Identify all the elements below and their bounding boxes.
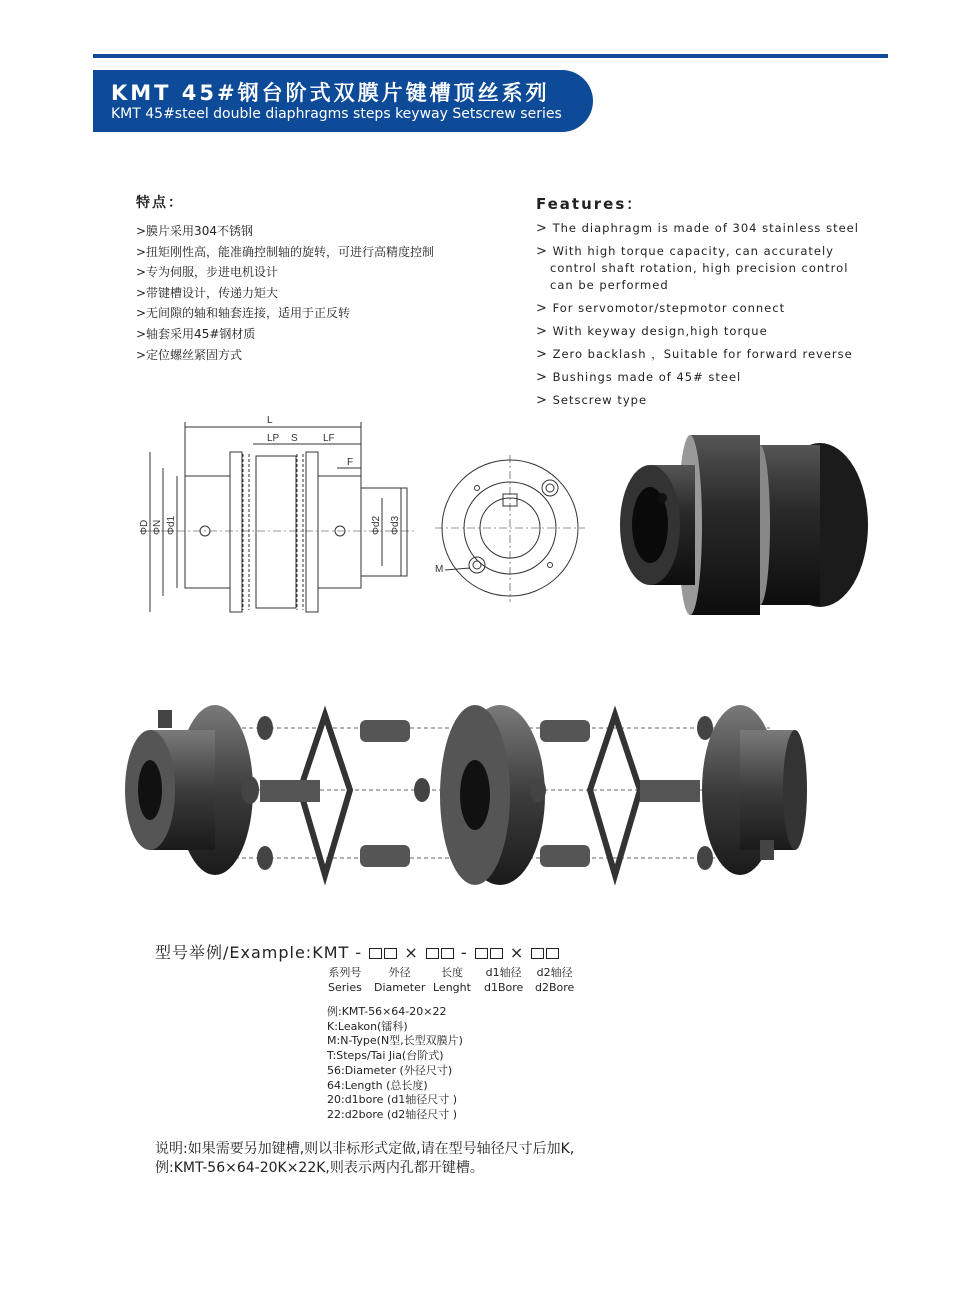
label-length: 长度 Lenght bbox=[433, 966, 471, 994]
svg-text:L: L bbox=[267, 415, 273, 426]
example-line: 例:KMT-56×64-20×22 bbox=[327, 1005, 447, 1018]
feature-en-item: > For servomotor/stepmotor connect bbox=[536, 301, 786, 316]
example-line: K:Leakon(镭科) bbox=[327, 1019, 408, 1033]
feature-cn-item: >无间隙的轴和轴套连接，适用于正反转 bbox=[136, 306, 351, 321]
feature-cn-item: >轴套采用45#钢材质 bbox=[136, 326, 256, 341]
feature-cn-item: >扭矩刚性高，能准确控制轴的旋转，可进行高精度控制 bbox=[136, 244, 435, 259]
svg-text:ΦN: ΦN bbox=[152, 519, 163, 535]
feature-en-item: > Bushings made of 45# steel bbox=[536, 370, 742, 385]
coupling-photo bbox=[610, 420, 880, 630]
feature-en-item: > With keyway design,high torque bbox=[536, 324, 768, 339]
svg-text:Φd2: Φd2 bbox=[371, 515, 382, 535]
example-line: 20:d1bore (d1轴径尺寸 ) bbox=[327, 1093, 458, 1107]
label-d2bore: d2轴径 d2Bore bbox=[535, 966, 575, 994]
svg-text:ΦD: ΦD bbox=[139, 519, 150, 535]
title-banner bbox=[93, 70, 593, 132]
title-cn: KMT 45#钢台阶式双膜片键槽顶丝系列 bbox=[111, 81, 550, 105]
label-d1bore: d1轴径 d1Bore bbox=[484, 966, 524, 994]
svg-text:Φd1: Φd1 bbox=[166, 515, 177, 535]
example-line: M:N-Type(N型,长型双膜片) bbox=[327, 1034, 463, 1048]
exploded-view bbox=[120, 690, 810, 920]
feature-en-item: > Setscrew type bbox=[536, 393, 648, 408]
note-line-1: 说明:如果需要另加键槽,则以非标形式定做,请在型号轴径尺寸后加K, bbox=[155, 1141, 575, 1157]
example-list bbox=[327, 1005, 463, 1123]
title-en: KMT 45#steel double diaphragms steps keyway Setscrew series bbox=[111, 106, 562, 122]
feature-cn-item: >定位螺丝紧固方式 bbox=[136, 347, 243, 362]
note-line-2: 例:KMT-56×64-20K×22K,则表示两内孔都开键槽。 bbox=[155, 1160, 484, 1176]
example-line: T:Steps/Tai Jia(台阶式) bbox=[327, 1049, 444, 1063]
feature-cn-item: >膜片采用304不锈钢 bbox=[136, 224, 253, 238]
svg-text:Φd3: Φd3 bbox=[390, 515, 401, 535]
technical-drawing bbox=[125, 410, 595, 625]
label-series: 系列号 Series bbox=[328, 966, 362, 994]
example-line: 56:Diameter (外径尺寸) bbox=[327, 1063, 453, 1077]
feature-en-item: > Zero backlash ，Suitable for forward reverse bbox=[536, 347, 853, 362]
note bbox=[155, 1140, 574, 1178]
label-diameter: 外径 Diameter bbox=[374, 966, 426, 994]
features-cn bbox=[136, 192, 434, 365]
feature-en-item: > The diaphragm is made of 304 stainless steel bbox=[536, 221, 859, 236]
model-example: 型号举例/Example:KMT - × - × bbox=[155, 940, 560, 963]
feature-cn-item: >专为伺服，步进电机设计 bbox=[136, 265, 279, 280]
features-en-heading: Features： bbox=[536, 195, 644, 213]
features-cn-heading: 特点： bbox=[136, 195, 184, 211]
example-line: 64:Length (总长度) bbox=[327, 1078, 428, 1092]
svg-text:F: F bbox=[347, 457, 354, 468]
header-rule bbox=[93, 54, 888, 58]
svg-text:LF: LF bbox=[323, 433, 335, 444]
svg-text:LP: LP bbox=[267, 433, 280, 444]
example-line: 22:d2bore (d2轴径尺寸 ) bbox=[327, 1107, 458, 1121]
feature-en-item: > With high torque capacity, can accurately control shaft rotation, high precision control can be performed bbox=[536, 244, 849, 292]
features-en bbox=[536, 193, 866, 415]
svg-text:M: M bbox=[435, 564, 444, 575]
feature-cn-item: >带键槽设计，传递力矩大 bbox=[136, 285, 279, 300]
svg-text:S: S bbox=[291, 433, 298, 444]
